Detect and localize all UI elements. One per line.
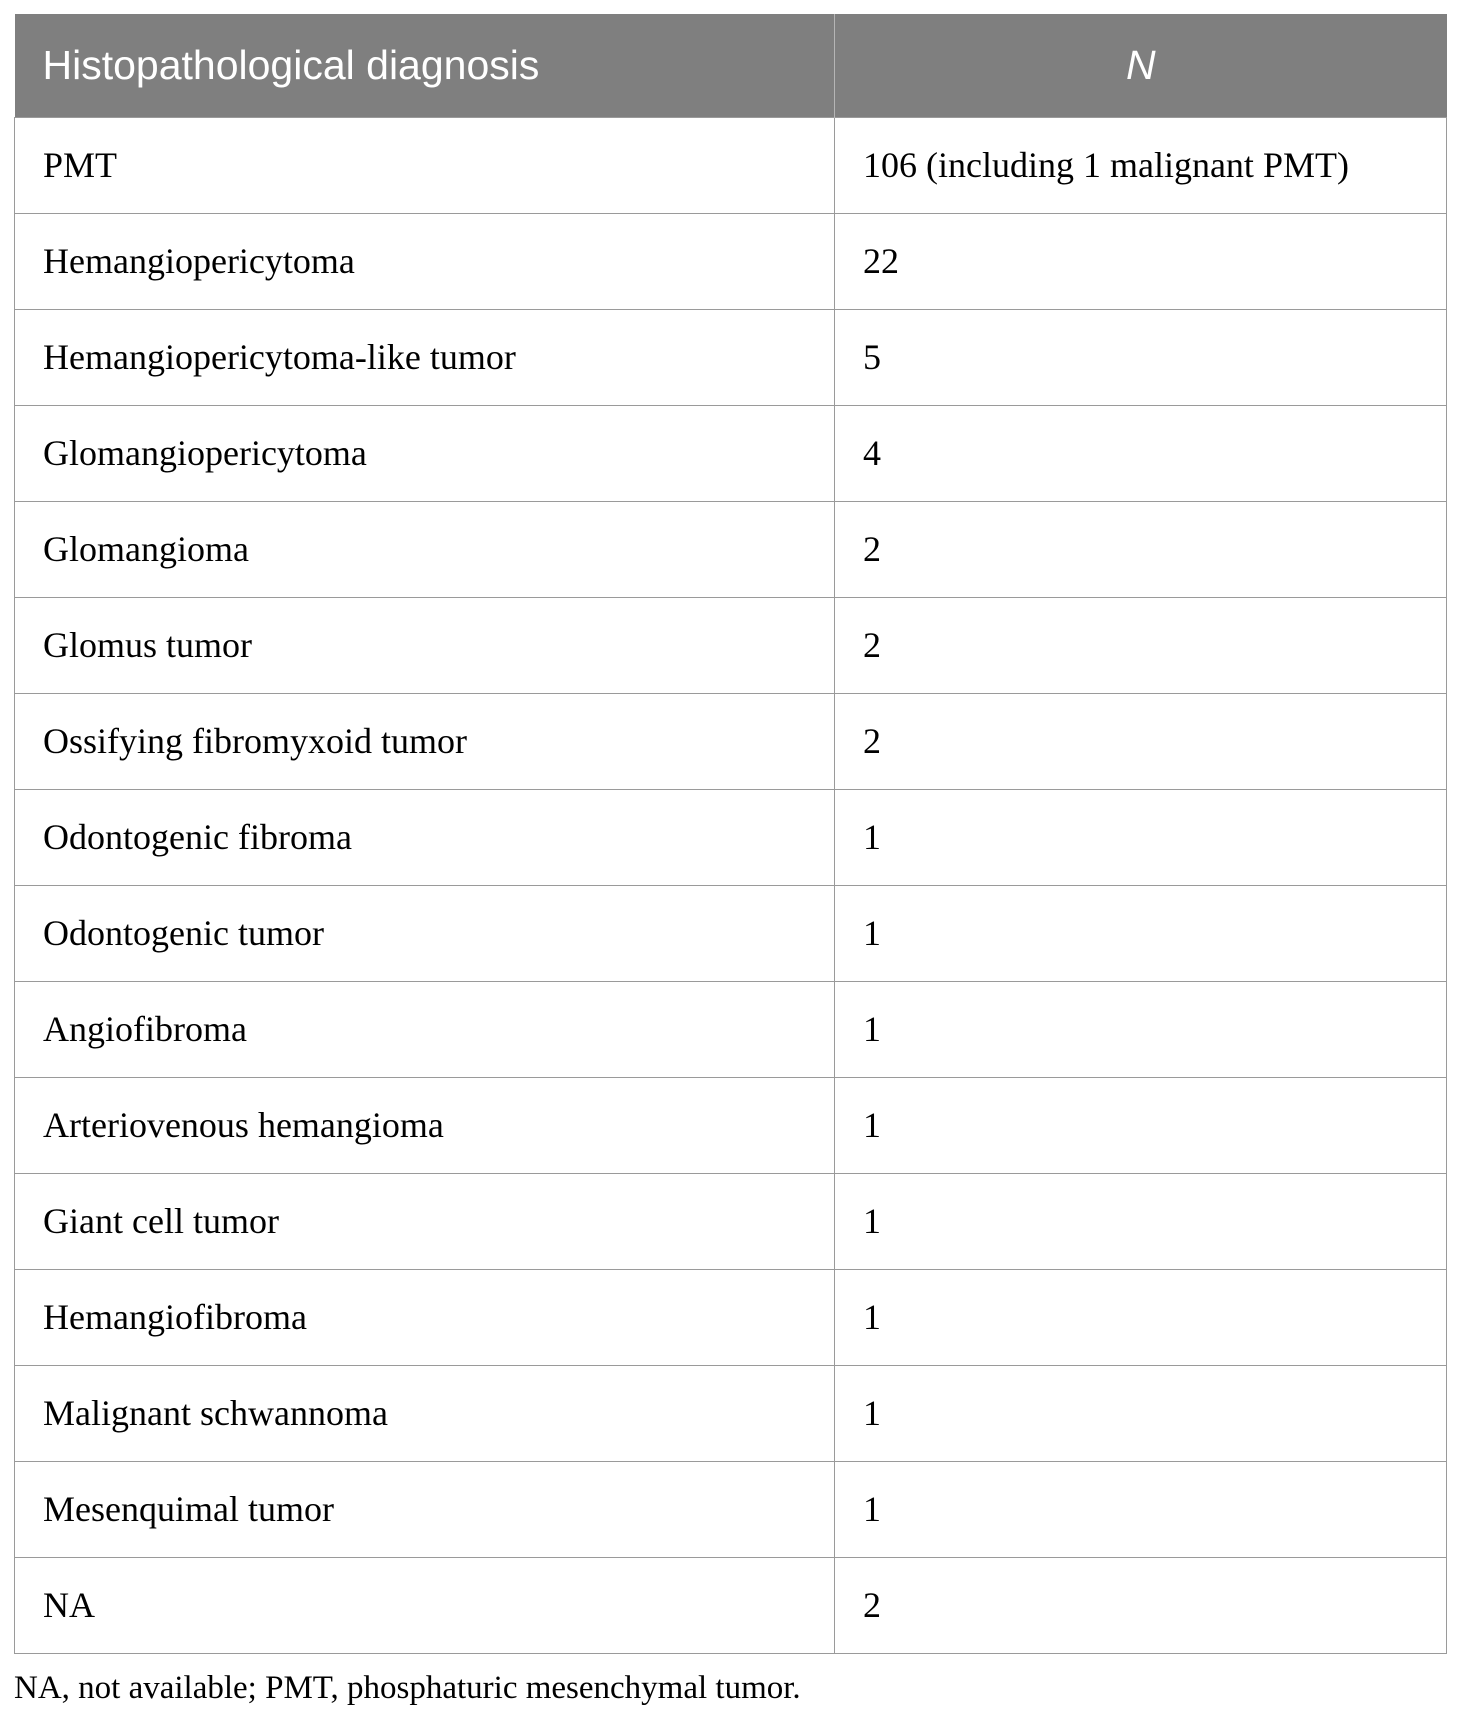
table-body (15, 117, 1447, 1653)
diagnosis-cell: NA (15, 1557, 835, 1653)
count-cell: 2 (835, 501, 1447, 597)
table-row (15, 501, 1447, 597)
count-cell: 1 (835, 1461, 1447, 1557)
table-row (15, 1077, 1447, 1173)
header-row (15, 14, 1447, 117)
table-row (15, 693, 1447, 789)
count-cell: 5 (835, 309, 1447, 405)
table-row (15, 117, 1447, 213)
diagnosis-cell: Hemangiofibroma (15, 1269, 835, 1365)
count-cell: 2 (835, 1557, 1447, 1653)
table-row (15, 213, 1447, 309)
diagnosis-table (14, 14, 1447, 1654)
diagnosis-cell: Arteriovenous hemangioma (15, 1077, 835, 1173)
table-header (15, 14, 1447, 117)
diagnosis-cell: Angiofibroma (15, 981, 835, 1077)
table-row (15, 1365, 1447, 1461)
table-row (15, 597, 1447, 693)
table-row (15, 981, 1447, 1077)
diagnosis-cell: Odontogenic fibroma (15, 789, 835, 885)
table-row (15, 1557, 1447, 1653)
diagnosis-cell: Glomangioma (15, 501, 835, 597)
count-cell: 106 (including 1 malignant PMT) (835, 117, 1447, 213)
table-row (15, 1269, 1447, 1365)
diagnosis-cell: Glomus tumor (15, 597, 835, 693)
diagnosis-cell: Hemangiopericytoma-like tumor (15, 309, 835, 405)
table-footnote: NA, not available; PMT, phosphaturic mesenchymal tumor. (14, 1670, 801, 1706)
header-diagnosis: Histopathological diagnosis (15, 14, 835, 117)
diagnosis-cell: Odontogenic tumor (15, 885, 835, 981)
table-row (15, 1173, 1447, 1269)
table-row (15, 1461, 1447, 1557)
count-cell: 1 (835, 981, 1447, 1077)
header-n: N (835, 14, 1447, 117)
table-row (15, 405, 1447, 501)
count-cell: 1 (835, 1365, 1447, 1461)
diagnosis-cell: Malignant schwannoma (15, 1365, 835, 1461)
table-row (15, 885, 1447, 981)
diagnosis-cell: Hemangiopericytoma (15, 213, 835, 309)
count-cell: 1 (835, 1077, 1447, 1173)
count-cell: 4 (835, 405, 1447, 501)
count-cell: 1 (835, 885, 1447, 981)
table-row (15, 309, 1447, 405)
count-cell: 2 (835, 597, 1447, 693)
diagnosis-table-container (14, 14, 1446, 1654)
table-row (15, 789, 1447, 885)
count-cell: 22 (835, 213, 1447, 309)
diagnosis-cell: PMT (15, 117, 835, 213)
diagnosis-cell: Ossifying fibromyxoid tumor (15, 693, 835, 789)
count-cell: 2 (835, 693, 1447, 789)
count-cell: 1 (835, 789, 1447, 885)
diagnosis-cell: Glomangiopericytoma (15, 405, 835, 501)
count-cell: 1 (835, 1173, 1447, 1269)
diagnosis-cell: Mesenquimal tumor (15, 1461, 835, 1557)
count-cell: 1 (835, 1269, 1447, 1365)
diagnosis-cell: Giant cell tumor (15, 1173, 835, 1269)
